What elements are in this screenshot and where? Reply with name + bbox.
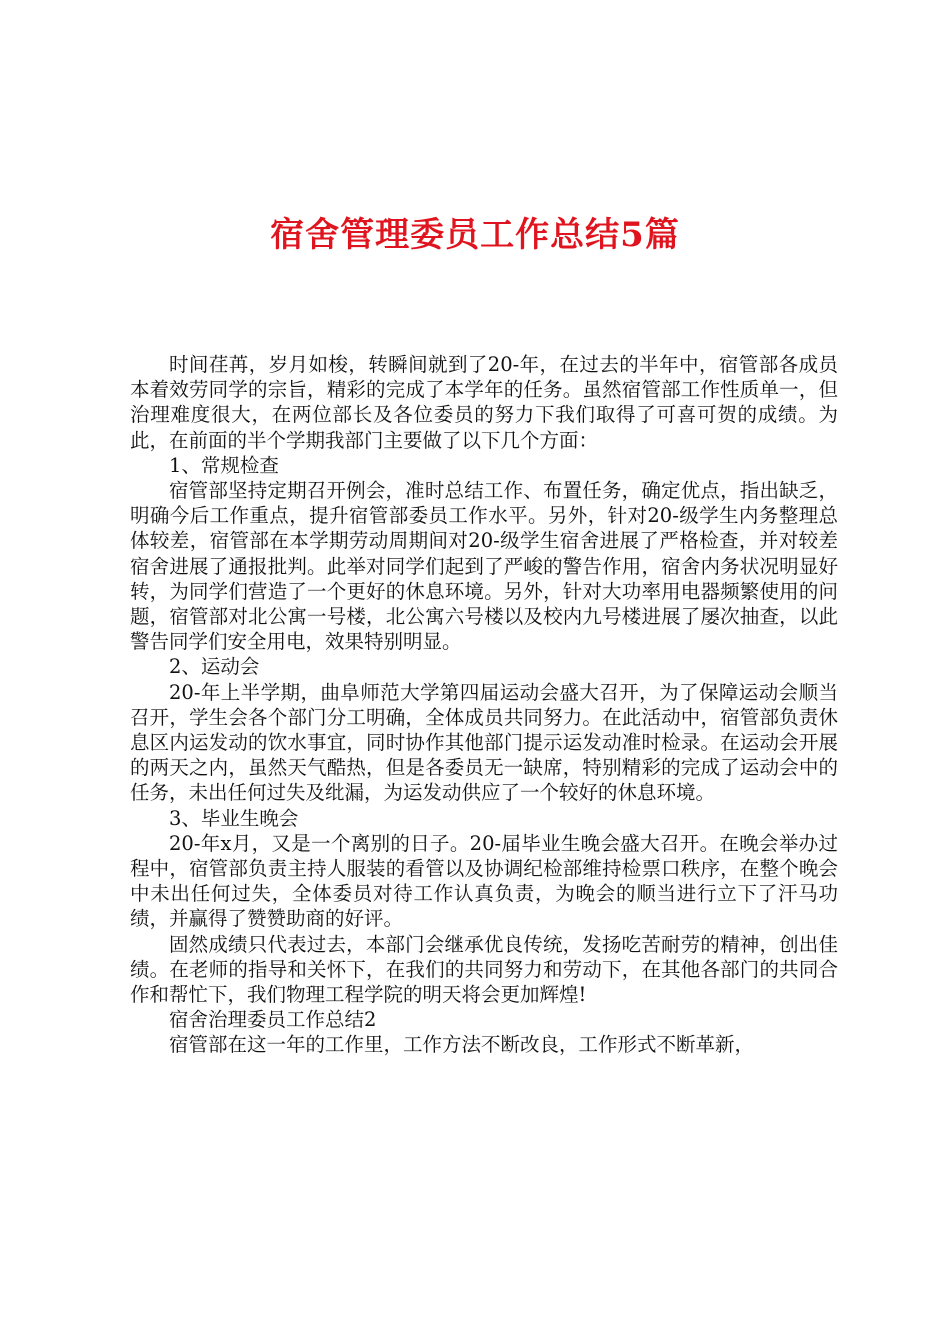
document-title: 宿舍管理委员工作总结5篇 xyxy=(270,215,680,255)
section-heading-sports-meet: 2、运动会 xyxy=(169,655,260,679)
paragraph-routine-check: 宿管部坚持定期召开例会，准时总结工作、布置任务，确定优点，指出缺乏，明确今后工作重点，提升宿管部委员工作水平。另外，针对20-级学生内务整理总体较差，宿管部在本学期劳动周期间对20-级学生宿舍进展了严格检查，并对较差宿舍进展了通报批判。此举对同学们起到了严峻的警告作用，宿舍内务状况明显好转，为同学们营造了一个更好的休息环境。另外，针对大功率用电器频繁使用的问题，宿管部对北公寓一号楼，北公寓六号楼以及校内九号楼进展了屡次抽查，以此警告同学们安全用电，效果特别明显。 xyxy=(130,479,838,654)
section-heading-graduation-party: 3、毕业生晚会 xyxy=(169,806,299,830)
paragraph-conclusion: 固然成绩只代表过去，本部门会继承优良传统，发扬吃苦耐劳的精神，创出佳绩。在老师的指导和关怀下，在我们的共同努力和劳动下，在其他各部门的共同合作和帮忙下，我们物理工程学院的明天将会更加辉煌! xyxy=(130,932,838,1007)
paragraph-intro: 时间荏苒，岁月如梭，转瞬间就到了20-年，在过去的半年中，宿管部各成员本着效劳同学的宗旨，精彩的完成了本学年的任务。虽然宿管部工作性质单一，但治理难度很大，在两位部长及各位委员的努力下我们取得了可喜可贺的成绩。为此，在前面的半个学期我部门主要做了以下几个方面： xyxy=(130,353,838,452)
paragraph-graduation-party: 20-年x月，又是一个离别的日子。20-届毕业生晚会盛大召开。在晚会举办过程中，宿管部负责主持人服装的看管以及协调纪检部维持检票口秩序，在整个晚会中未出任何过失，全体委员对待工作认真负责，为晚会的顺当进行立下了汗马功绩，并赢得了赞赞助商的好评。 xyxy=(130,831,838,931)
document-body xyxy=(130,352,838,1058)
paragraph-sports-meet: 20-年上半学期，曲阜师范大学第四届运动会盛大召开，为了保障运动会顺当召开，学生会各个部门分工明确，全体成员共同努力。在此活动中，宿管部负责休息区内运发动的饮水事宜，同时协作其他部门提示运发动准时检录。在运动会开展的两天之内，虽然天气酷热，但是各委员无一缺席，特别精彩的完成了运动会中的任务，未出任何过失及纰漏，为运发动供应了一个较好的休息环境。 xyxy=(130,680,838,805)
section-heading-routine-check: 1、常规检查 xyxy=(169,453,279,477)
paragraph-summary-2-start: 宿管部在这一年的工作里，工作方法不断改良，工作形式不断革新， xyxy=(169,1033,755,1057)
section-heading-summary-2: 宿舍治理委员工作总结2 xyxy=(169,1008,377,1032)
